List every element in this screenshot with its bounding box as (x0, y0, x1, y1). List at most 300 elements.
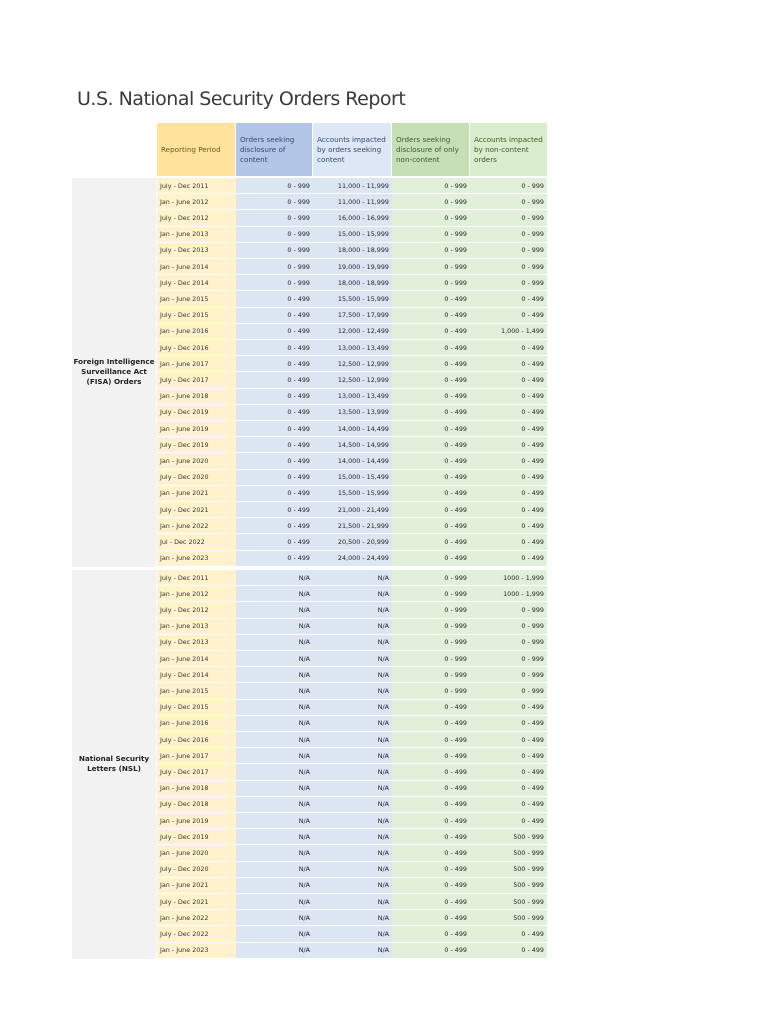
orders-content-cell: 0 - 499 (236, 372, 313, 388)
table-row (157, 829, 547, 845)
table-row (157, 437, 547, 453)
orders-content-cell: 0 - 499 (236, 308, 313, 324)
accounts-noncontent-cell: 0 - 999 (470, 651, 547, 667)
accounts-content-cell: 19,000 - 19,999 (313, 259, 392, 275)
table-row (157, 813, 547, 829)
orders-noncontent-cell: 0 - 999 (392, 259, 470, 275)
accounts-content-cell: N/A (313, 635, 392, 651)
reporting-period-cell: July - Dec 2011 (157, 570, 236, 586)
accounts-noncontent-cell: 0 - 499 (470, 356, 547, 372)
accounts-noncontent-cell: 0 - 499 (470, 437, 547, 453)
accounts-content-cell: 12,000 - 12,499 (313, 324, 392, 340)
table-row (157, 534, 547, 550)
accounts-noncontent-cell: 0 - 499 (470, 813, 547, 829)
table-row (157, 619, 547, 635)
orders-content-cell: N/A (236, 845, 313, 861)
orders-content-cell: 0 - 499 (236, 356, 313, 372)
accounts-content-cell: N/A (313, 732, 392, 748)
orders-content-cell: N/A (236, 910, 313, 926)
orders-noncontent-cell: 0 - 499 (392, 732, 470, 748)
reporting-period-cell: Jan - June 2021 (157, 486, 236, 502)
accounts-noncontent-cell: 0 - 499 (470, 764, 547, 780)
table-row (157, 405, 547, 421)
orders-noncontent-cell: 0 - 499 (392, 700, 470, 716)
header-orders-content-label: Orders seeking disclosure of content (240, 134, 295, 164)
accounts-noncontent-cell: 0 - 499 (470, 291, 547, 307)
accounts-noncontent-cell: 0 - 499 (470, 470, 547, 486)
reporting-period-cell: July - Dec 2018 (157, 797, 236, 813)
header-reporting-period (157, 123, 235, 176)
accounts-content-cell: N/A (313, 619, 392, 635)
orders-noncontent-cell: 0 - 999 (392, 667, 470, 683)
orders-content-cell: N/A (236, 700, 313, 716)
reporting-period-cell: July - Dec 2020 (157, 470, 236, 486)
orders-noncontent-cell: 0 - 499 (392, 862, 470, 878)
accounts-content-cell: 20,500 - 20,999 (313, 534, 392, 550)
orders-noncontent-cell: 0 - 999 (392, 275, 470, 291)
reporting-period-cell: Jan - June 2017 (157, 356, 236, 372)
nsl-section-label-text: National Security Letters (NSL) (78, 754, 150, 774)
table-row (157, 894, 547, 910)
table-row (157, 486, 547, 502)
page-title: U.S. National Security Orders Report (77, 88, 406, 110)
reporting-period-cell: July - Dec 2016 (157, 340, 236, 356)
accounts-noncontent-cell: 0 - 499 (470, 453, 547, 469)
reporting-period-cell: Jan - June 2013 (157, 227, 236, 243)
orders-noncontent-cell: 0 - 999 (392, 683, 470, 699)
accounts-content-cell: 14,500 - 14,999 (313, 437, 392, 453)
orders-content-cell: N/A (236, 748, 313, 764)
orders-noncontent-cell: 0 - 499 (392, 926, 470, 942)
orders-noncontent-cell: 0 - 499 (392, 372, 470, 388)
table-row (157, 748, 547, 764)
accounts-content-cell: 13,500 - 13,999 (313, 405, 392, 421)
orders-noncontent-cell: 0 - 499 (392, 797, 470, 813)
reporting-period-cell: Jan - June 2019 (157, 421, 236, 437)
accounts-content-cell: N/A (313, 602, 392, 618)
accounts-noncontent-cell: 0 - 499 (470, 308, 547, 324)
reporting-period-cell: July - Dec 2014 (157, 275, 236, 291)
orders-noncontent-cell: 0 - 499 (392, 878, 470, 894)
accounts-noncontent-cell: 0 - 499 (470, 534, 547, 550)
reporting-period-cell: Jan - June 2012 (157, 586, 236, 602)
reporting-period-cell: Jan - June 2012 (157, 194, 236, 210)
orders-noncontent-cell: 0 - 499 (392, 437, 470, 453)
reporting-period-cell: July - Dec 2019 (157, 437, 236, 453)
accounts-noncontent-cell: 500 - 999 (470, 862, 547, 878)
accounts-content-cell: 15,500 - 15,999 (313, 486, 392, 502)
accounts-noncontent-cell: 0 - 499 (470, 716, 547, 732)
reporting-period-cell: Jan - June 2015 (157, 683, 236, 699)
reporting-period-cell: July - Dec 2015 (157, 700, 236, 716)
accounts-content-cell: 13,000 - 13,499 (313, 340, 392, 356)
orders-noncontent-cell: 0 - 499 (392, 470, 470, 486)
orders-content-cell: N/A (236, 797, 313, 813)
accounts-content-cell: N/A (313, 797, 392, 813)
table-row (157, 259, 547, 275)
accounts-noncontent-cell: 0 - 999 (470, 635, 547, 651)
accounts-content-cell: N/A (313, 651, 392, 667)
orders-content-cell: 0 - 499 (236, 502, 313, 518)
table-row (157, 291, 547, 307)
orders-noncontent-cell: 0 - 499 (392, 405, 470, 421)
table-row (157, 210, 547, 226)
accounts-content-cell: 12,500 - 12,999 (313, 372, 392, 388)
header-accounts-content-label: Accounts impacted by orders seeking content (317, 134, 386, 164)
accounts-noncontent-cell: 0 - 499 (470, 748, 547, 764)
orders-content-cell: 0 - 499 (236, 486, 313, 502)
reporting-period-cell: July - Dec 2011 (157, 178, 236, 194)
accounts-noncontent-cell: 0 - 999 (470, 243, 547, 259)
orders-content-cell: N/A (236, 732, 313, 748)
orders-content-cell: 0 - 499 (236, 421, 313, 437)
orders-noncontent-cell: 0 - 499 (392, 518, 470, 534)
orders-noncontent-cell: 0 - 499 (392, 748, 470, 764)
table-row (157, 683, 547, 699)
orders-content-cell: N/A (236, 943, 313, 959)
reporting-period-cell: July - Dec 2021 (157, 894, 236, 910)
accounts-noncontent-cell: 0 - 499 (470, 732, 547, 748)
accounts-content-cell: N/A (313, 683, 392, 699)
orders-noncontent-cell: 0 - 499 (392, 534, 470, 550)
reporting-period-cell: July - Dec 2020 (157, 862, 236, 878)
table-row (157, 716, 547, 732)
accounts-noncontent-cell: 0 - 499 (470, 781, 547, 797)
reporting-period-cell: July - Dec 2012 (157, 602, 236, 618)
table-row (157, 308, 547, 324)
reporting-period-cell: Jan - June 2023 (157, 943, 236, 959)
orders-noncontent-cell: 0 - 499 (392, 308, 470, 324)
table-row (157, 602, 547, 618)
table-row (157, 667, 547, 683)
orders-noncontent-cell: 0 - 499 (392, 829, 470, 845)
orders-noncontent-cell: 0 - 999 (392, 194, 470, 210)
orders-noncontent-cell: 0 - 499 (392, 356, 470, 372)
orders-noncontent-cell: 0 - 499 (392, 324, 470, 340)
accounts-content-cell: 14,000 - 14,499 (313, 421, 392, 437)
reporting-period-cell: Jan - June 2013 (157, 619, 236, 635)
reporting-period-cell: Jan - June 2019 (157, 813, 236, 829)
reporting-period-cell: Jan - June 2020 (157, 453, 236, 469)
accounts-noncontent-cell: 0 - 999 (470, 683, 547, 699)
orders-noncontent-cell: 0 - 499 (392, 813, 470, 829)
reporting-period-cell: July - Dec 2019 (157, 405, 236, 421)
table-row (157, 421, 547, 437)
reporting-period-cell: Jul - Dec 2022 (157, 534, 236, 550)
accounts-noncontent-cell: 1,000 - 1,499 (470, 324, 547, 340)
orders-content-cell: N/A (236, 926, 313, 942)
orders-content-cell: 0 - 499 (236, 453, 313, 469)
accounts-content-cell: 15,500 - 15,999 (313, 291, 392, 307)
orders-content-cell: 0 - 499 (236, 389, 313, 405)
accounts-noncontent-cell: 0 - 999 (470, 602, 547, 618)
table-row (157, 470, 547, 486)
accounts-noncontent-cell: 500 - 999 (470, 845, 547, 861)
fisa-section-label (72, 178, 156, 567)
orders-content-cell: N/A (236, 651, 313, 667)
table-row (157, 372, 547, 388)
accounts-content-cell: N/A (313, 862, 392, 878)
accounts-content-cell: N/A (313, 586, 392, 602)
header-accounts-content (313, 123, 391, 176)
accounts-noncontent-cell: 0 - 499 (470, 943, 547, 959)
orders-content-cell: N/A (236, 619, 313, 635)
orders-content-cell: 0 - 499 (236, 324, 313, 340)
accounts-content-cell: N/A (313, 570, 392, 586)
orders-noncontent-cell: 0 - 499 (392, 486, 470, 502)
reporting-period-cell: Jan - June 2022 (157, 518, 236, 534)
accounts-content-cell: 15,000 - 15,499 (313, 470, 392, 486)
header-accounts-noncontent (470, 123, 547, 176)
accounts-content-cell: N/A (313, 829, 392, 845)
accounts-content-cell: 24,000 - 24,499 (313, 551, 392, 567)
accounts-content-cell: 16,000 - 16,999 (313, 210, 392, 226)
orders-content-cell: 0 - 499 (236, 340, 313, 356)
orders-noncontent-cell: 0 - 499 (392, 910, 470, 926)
table-row (157, 324, 547, 340)
reporting-period-cell: July - Dec 2012 (157, 210, 236, 226)
accounts-content-cell: 18,000 - 18,999 (313, 243, 392, 259)
orders-noncontent-cell: 0 - 499 (392, 781, 470, 797)
table-row (157, 243, 547, 259)
orders-noncontent-cell: 0 - 999 (392, 635, 470, 651)
orders-content-cell: N/A (236, 602, 313, 618)
reporting-period-cell: July - Dec 2017 (157, 764, 236, 780)
reporting-period-cell: Jan - June 2020 (157, 845, 236, 861)
reporting-period-cell: July - Dec 2014 (157, 667, 236, 683)
orders-noncontent-cell: 0 - 999 (392, 602, 470, 618)
accounts-content-cell: 13,000 - 13,499 (313, 389, 392, 405)
table-row (157, 586, 547, 602)
accounts-noncontent-cell: 0 - 499 (470, 372, 547, 388)
reporting-period-cell: Jan - June 2017 (157, 748, 236, 764)
reporting-period-cell: July - Dec 2021 (157, 502, 236, 518)
orders-noncontent-cell: 0 - 999 (392, 570, 470, 586)
reporting-period-cell: Jan - June 2022 (157, 910, 236, 926)
accounts-noncontent-cell: 0 - 999 (470, 667, 547, 683)
reporting-period-cell: Jan - June 2023 (157, 551, 236, 567)
accounts-content-cell: N/A (313, 748, 392, 764)
orders-content-cell: 0 - 499 (236, 534, 313, 550)
orders-content-cell: N/A (236, 716, 313, 732)
orders-noncontent-cell: 0 - 999 (392, 178, 470, 194)
accounts-noncontent-cell: 500 - 999 (470, 829, 547, 845)
accounts-noncontent-cell: 0 - 999 (470, 227, 547, 243)
accounts-noncontent-cell: 0 - 499 (470, 405, 547, 421)
accounts-noncontent-cell: 0 - 499 (470, 926, 547, 942)
accounts-content-cell: N/A (313, 878, 392, 894)
fisa-section-label-text: Foreign Intelligence Surveillance Act (FISA) Orders (73, 357, 155, 387)
orders-noncontent-cell: 0 - 999 (392, 227, 470, 243)
orders-content-cell: 0 - 999 (236, 227, 313, 243)
orders-noncontent-cell: 0 - 999 (392, 243, 470, 259)
table-row (157, 275, 547, 291)
reporting-period-cell: July - Dec 2013 (157, 635, 236, 651)
accounts-content-cell: 17,500 - 17,999 (313, 308, 392, 324)
reporting-period-cell: July - Dec 2016 (157, 732, 236, 748)
orders-content-cell: 0 - 999 (236, 259, 313, 275)
orders-content-cell: 0 - 499 (236, 405, 313, 421)
orders-content-cell: N/A (236, 570, 313, 586)
orders-content-cell: 0 - 999 (236, 194, 313, 210)
table-row (157, 651, 547, 667)
orders-content-cell: 0 - 999 (236, 210, 313, 226)
orders-content-cell: 0 - 499 (236, 518, 313, 534)
orders-content-cell: N/A (236, 829, 313, 845)
accounts-content-cell: N/A (313, 781, 392, 797)
accounts-content-cell: N/A (313, 910, 392, 926)
orders-noncontent-cell: 0 - 499 (392, 716, 470, 732)
accounts-noncontent-cell: 1000 - 1,999 (470, 570, 547, 586)
table-row (157, 926, 547, 942)
accounts-noncontent-cell: 0 - 499 (470, 421, 547, 437)
accounts-content-cell: N/A (313, 926, 392, 942)
table-row (157, 910, 547, 926)
table-row (157, 178, 547, 194)
reporting-period-cell: Jan - June 2015 (157, 291, 236, 307)
accounts-content-cell: 21,000 - 21,499 (313, 502, 392, 518)
table-row (157, 453, 547, 469)
orders-noncontent-cell: 0 - 499 (392, 421, 470, 437)
reporting-period-cell: Jan - June 2018 (157, 781, 236, 797)
orders-content-cell: 0 - 499 (236, 291, 313, 307)
accounts-noncontent-cell: 0 - 499 (470, 340, 547, 356)
accounts-noncontent-cell: 0 - 499 (470, 502, 547, 518)
table-row (157, 227, 547, 243)
orders-content-cell: 0 - 499 (236, 470, 313, 486)
reporting-period-cell: July - Dec 2015 (157, 308, 236, 324)
table-row (157, 781, 547, 797)
orders-noncontent-cell: 0 - 999 (392, 586, 470, 602)
orders-noncontent-cell: 0 - 499 (392, 764, 470, 780)
orders-content-cell: N/A (236, 635, 313, 651)
accounts-noncontent-cell: 0 - 499 (470, 700, 547, 716)
table-row (157, 194, 547, 210)
header-orders-noncontent-label: Orders seeking disclosure of only non-content (396, 134, 459, 164)
table-row (157, 551, 547, 567)
reporting-period-cell: Jan - June 2016 (157, 716, 236, 732)
table-row (157, 797, 547, 813)
orders-content-cell: N/A (236, 878, 313, 894)
accounts-content-cell: 12,500 - 12,999 (313, 356, 392, 372)
orders-noncontent-cell: 0 - 499 (392, 943, 470, 959)
orders-noncontent-cell: 0 - 499 (392, 502, 470, 518)
orders-noncontent-cell: 0 - 499 (392, 894, 470, 910)
accounts-noncontent-cell: 0 - 499 (470, 797, 547, 813)
accounts-noncontent-cell: 0 - 999 (470, 619, 547, 635)
accounts-content-cell: 18,000 - 18,999 (313, 275, 392, 291)
reporting-period-cell: Jan - June 2016 (157, 324, 236, 340)
table-row (157, 340, 547, 356)
accounts-content-cell: N/A (313, 764, 392, 780)
reporting-period-cell: Jan - June 2021 (157, 878, 236, 894)
orders-content-cell: N/A (236, 862, 313, 878)
orders-content-cell: 0 - 499 (236, 551, 313, 567)
table-row (157, 943, 547, 959)
orders-noncontent-cell: 0 - 499 (392, 453, 470, 469)
accounts-noncontent-cell: 0 - 499 (470, 389, 547, 405)
header-orders-noncontent (392, 123, 469, 176)
table-row (157, 862, 547, 878)
table-row (157, 700, 547, 716)
orders-content-cell: 0 - 999 (236, 275, 313, 291)
accounts-noncontent-cell: 0 - 499 (470, 486, 547, 502)
header-reporting-period-label: Reporting Period (161, 144, 221, 154)
accounts-noncontent-cell: 500 - 999 (470, 878, 547, 894)
orders-content-cell: N/A (236, 683, 313, 699)
orders-content-cell: N/A (236, 781, 313, 797)
table-row (157, 502, 547, 518)
orders-content-cell: 0 - 499 (236, 437, 313, 453)
reporting-period-cell: July - Dec 2013 (157, 243, 236, 259)
accounts-noncontent-cell: 0 - 999 (470, 259, 547, 275)
orders-content-cell: N/A (236, 667, 313, 683)
orders-content-cell: 0 - 999 (236, 178, 313, 194)
nsl-section-label (72, 570, 156, 959)
header-accounts-noncontent-label: Accounts impacted by non-content orders (474, 134, 543, 164)
orders-content-cell: N/A (236, 764, 313, 780)
accounts-content-cell: N/A (313, 943, 392, 959)
accounts-content-cell: N/A (313, 716, 392, 732)
accounts-content-cell: 21,500 - 21,999 (313, 518, 392, 534)
orders-content-cell: 0 - 999 (236, 243, 313, 259)
accounts-content-cell: N/A (313, 700, 392, 716)
table-row (157, 764, 547, 780)
accounts-noncontent-cell: 0 - 999 (470, 194, 547, 210)
table-row (157, 356, 547, 372)
table-row (157, 845, 547, 861)
orders-noncontent-cell: 0 - 499 (392, 389, 470, 405)
reporting-period-cell: July - Dec 2017 (157, 372, 236, 388)
accounts-noncontent-cell: 0 - 999 (470, 210, 547, 226)
orders-content-cell: N/A (236, 813, 313, 829)
table-row (157, 732, 547, 748)
accounts-noncontent-cell: 1000 - 1,999 (470, 586, 547, 602)
orders-noncontent-cell: 0 - 499 (392, 291, 470, 307)
orders-content-cell: N/A (236, 586, 313, 602)
orders-noncontent-cell: 0 - 999 (392, 619, 470, 635)
accounts-noncontent-cell: 500 - 999 (470, 910, 547, 926)
accounts-noncontent-cell: 0 - 999 (470, 178, 547, 194)
table-row (157, 389, 547, 405)
table-row (157, 570, 547, 586)
orders-noncontent-cell: 0 - 999 (392, 210, 470, 226)
accounts-content-cell: 15,000 - 15,999 (313, 227, 392, 243)
accounts-noncontent-cell: 0 - 499 (470, 518, 547, 534)
orders-content-cell: N/A (236, 894, 313, 910)
table-row (157, 635, 547, 651)
orders-noncontent-cell: 0 - 499 (392, 340, 470, 356)
header-orders-content (236, 123, 312, 176)
accounts-content-cell: 14,000 - 14,499 (313, 453, 392, 469)
orders-noncontent-cell: 0 - 499 (392, 551, 470, 567)
accounts-content-cell: 11,000 - 11,999 (313, 194, 392, 210)
reporting-period-cell: Jan - June 2018 (157, 389, 236, 405)
accounts-content-cell: 11,000 - 11,999 (313, 178, 392, 194)
accounts-noncontent-cell: 0 - 499 (470, 551, 547, 567)
accounts-content-cell: N/A (313, 667, 392, 683)
orders-noncontent-cell: 0 - 999 (392, 651, 470, 667)
reporting-period-cell: July - Dec 2019 (157, 829, 236, 845)
accounts-content-cell: N/A (313, 845, 392, 861)
reporting-period-cell: Jan - June 2014 (157, 259, 236, 275)
accounts-content-cell: N/A (313, 813, 392, 829)
reporting-period-cell: July - Dec 2022 (157, 926, 236, 942)
reporting-period-cell: Jan - June 2014 (157, 651, 236, 667)
accounts-noncontent-cell: 0 - 999 (470, 275, 547, 291)
table-row (157, 878, 547, 894)
table-row (157, 518, 547, 534)
